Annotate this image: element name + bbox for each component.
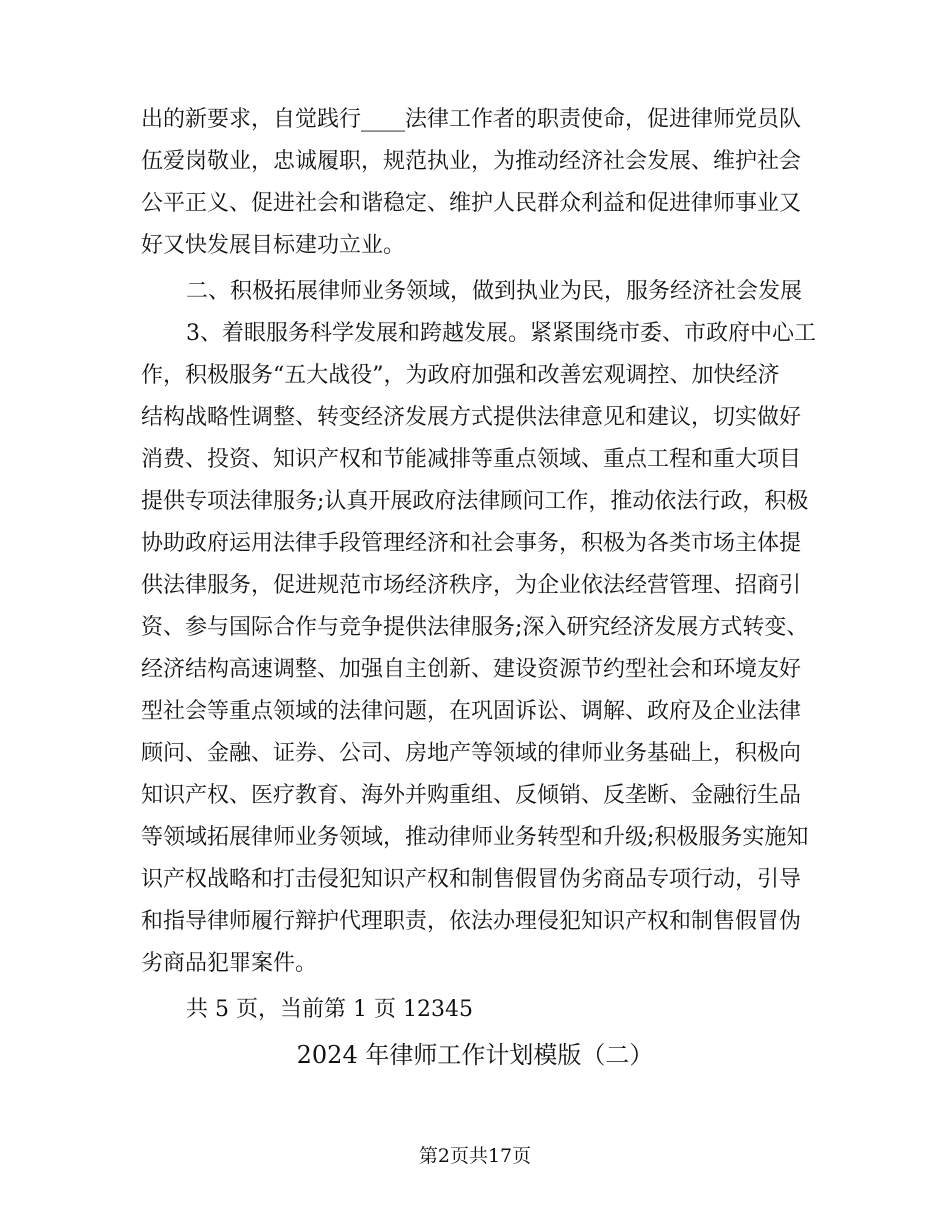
section-heading: 二、积极拓展律师业务领域，做到执业为民，服务经济社会发展 — [186, 279, 803, 304]
document-title: 2024 年律师工作计划模版（二） — [296, 1041, 654, 1069]
paragraph-line: 供法律服务，促进规范市场经济秩序，为企业依法经营管理、招商引 — [141, 573, 802, 598]
paragraph-line: 顾问、金融、证券、公司、房地产等领域的律师业务基础上，积极向 — [141, 741, 802, 766]
paragraph-line: 资、参与国际合作与竞争提供法律服务;深入研究经济发展方式转变、 — [141, 615, 809, 640]
paragraph-line: 好又快发展目标建功立业。 — [141, 233, 406, 258]
paragraph-line: 型社会等重点领域的法律问题，在巩固诉讼、调解、政府及企业法律 — [141, 699, 802, 724]
paragraph-line: 结构战略性调整、转变经济发展方式提供法律意见和建议，切实做好 — [141, 405, 802, 430]
paragraph-line: 出的新要求，自觉践行____法律工作者的职责使命，促进律师党员队 — [141, 107, 802, 132]
paragraph-line: 提供专项法律服务;认真开展政府法律顾问工作，推动依法行政，积极 — [141, 489, 809, 514]
paragraph-line: 公平正义、促进社会和谐稳定、维护人民群众利益和促进律师事业又 — [141, 191, 802, 216]
paragraph-line: 知识产权、医疗教育、海外并购重组、反倾销、反垄断、金融衍生品 — [141, 783, 802, 808]
paragraph-line: 劣商品犯罪案件。 — [141, 951, 318, 976]
paragraph-line: 等领域拓展律师业务领域，推动律师业务转型和升级;积极服务实施知 — [141, 825, 809, 850]
paragraph-line: 伍爱岗敬业，忠诚履职，规范执业，为推动经济社会发展、维护社会 — [141, 149, 802, 174]
paragraph-line: 3、着眼服务科学发展和跨越发展。紧紧围绕市委、市政府中心工 — [186, 321, 816, 346]
pagination-note: 共 5 页，当前第 1 页 12345 — [186, 997, 473, 1022]
paragraph-line: 作，积极服务“五大战役”，为政府加强和改善宏观调控、加快经济 — [141, 363, 780, 388]
paragraph-line: 和指导律师履行辩护代理职责，依法办理侵犯知识产权和制售假冒伪 — [141, 909, 802, 934]
paragraph-line: 消费、投资、知识产权和节能减排等重点领域、重点工程和重大项目 — [141, 447, 802, 472]
paragraph-line: 识产权战略和打击侵犯知识产权和制售假冒伪劣商品专项行动，引导 — [141, 867, 802, 892]
paragraph-line: 协助政府运用法律手段管理经济和社会事务，积极为各类市场主体提 — [141, 531, 802, 556]
paragraph-line: 经济结构高速调整、加强自主创新、建设资源节约型社会和环境友好 — [141, 657, 802, 682]
page-footer: 第2页共17页 — [418, 1145, 532, 1167]
